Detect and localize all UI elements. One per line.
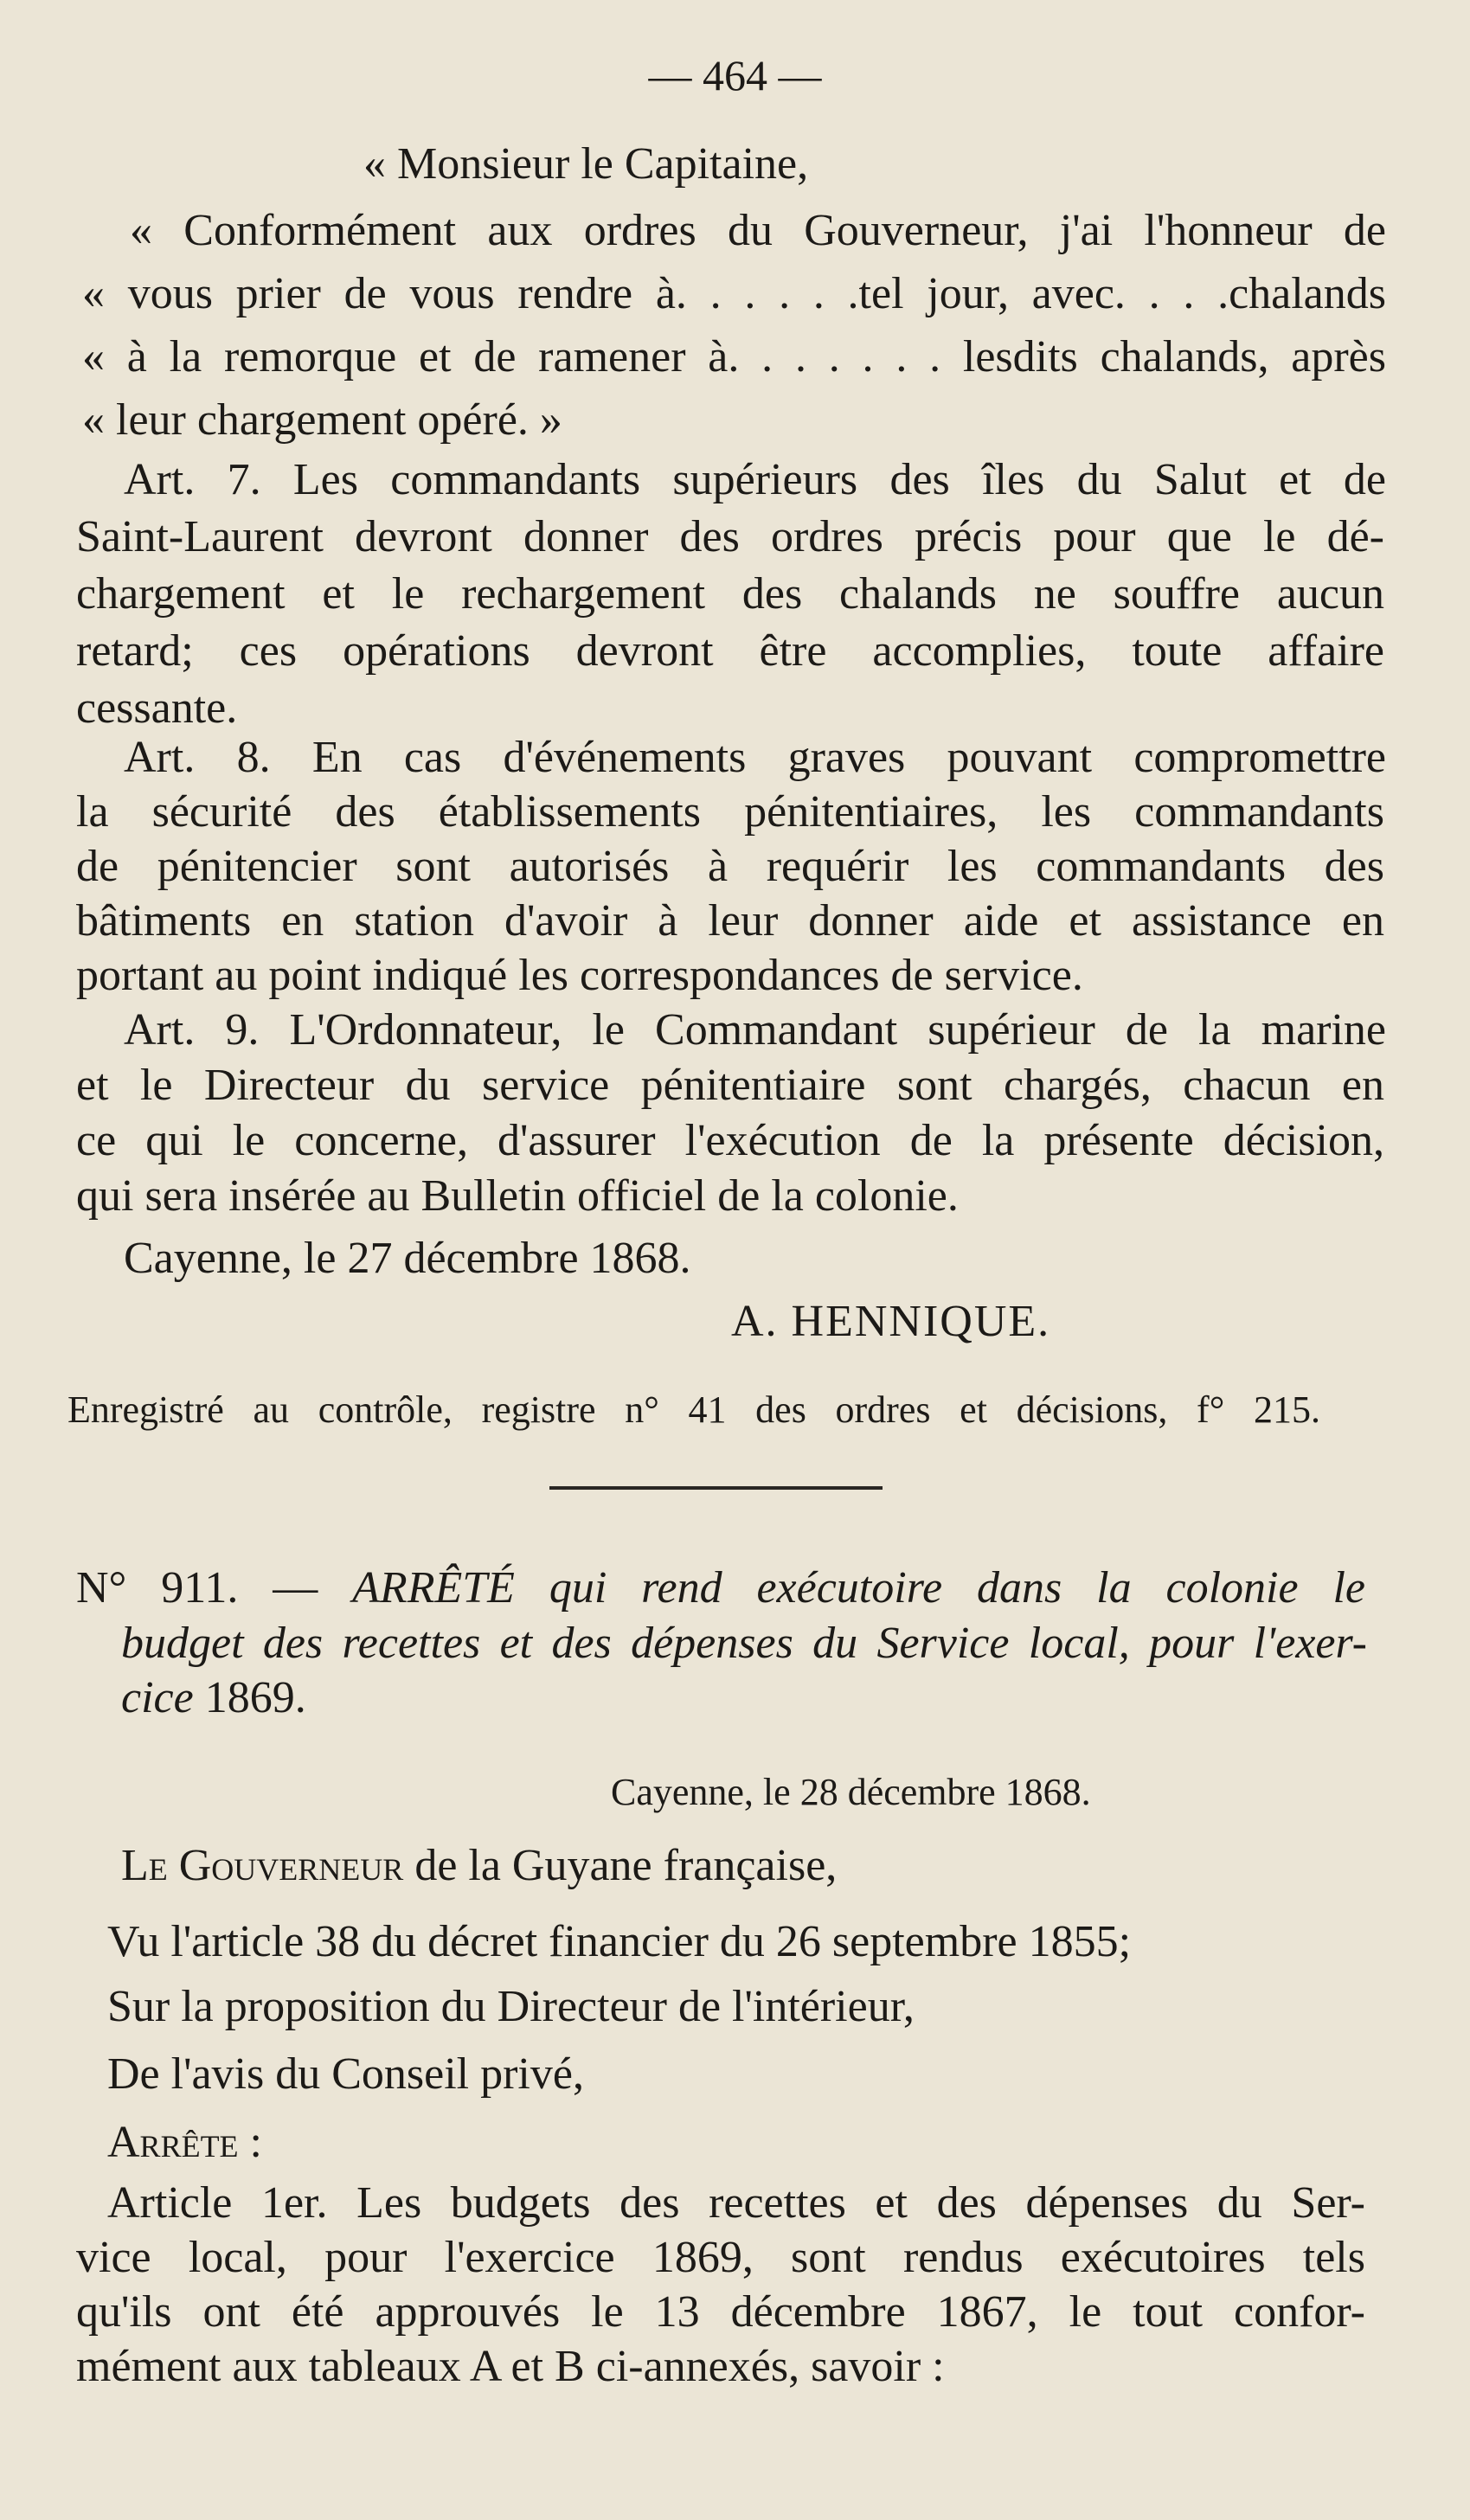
decree-date: Cayenne, le 28 décembre 1868. [611,1771,1091,1813]
article-1-line: vice local, pour l'exercice 1869, sont rendus exécutoires tels [76,2233,1365,2282]
governor-line: Le Gouverneur de la Guyane française, [121,1841,838,1890]
registry-note: Enregistré au contrôle, registre n° 41 des ordres et décisions, f° 215. [67,1388,1320,1431]
article-1-line: qu'ils ont été approuvés le 13 décembre 1867, le tout confor- [76,2287,1365,2337]
decree-number: N° 911. — [76,1563,318,1613]
sur-line: Sur la proposition du Directeur de l'intérieur, [107,1982,915,2031]
arrete-heading: Arrête : [107,2118,262,2167]
decree-title-line-2: budget des recettes et des dépenses du Service local, pour l'exer- [121,1619,1367,1668]
letter-salutation: « Monsieur le Capitaine, [363,139,809,189]
letter-line: « vous prier de vous rendre à. . . . . .tel jour, avec. . . .chalands [82,269,1386,318]
letter-line: « leur chargement opéré. » [82,395,562,445]
signature: A. HENNIQUE. [731,1297,1051,1346]
article-7-line: chargement et le rechargement des chalands ne souffre aucun [76,569,1384,619]
article-1-line: mément aux tableaux A et B ci-annexés, savoir : [76,2342,945,2391]
article-7-line: cessante. [76,683,238,733]
letter-line: « Conformément aux ordres du Gouverneur, j'ai l'honneur de [130,206,1386,255]
section-divider [549,1486,883,1490]
decree-title-line-1 [76,1562,1365,1614]
vu-line: Vu l'article 38 du décret financier du 26 septembre 1855; [107,1917,1132,1966]
avis-line: De l'avis du Conseil privé, [107,2049,584,2099]
date-line: Cayenne, le 27 décembre 1868. [124,1234,691,1283]
article-8-line: la sécurité des établissements pénitentiaires, les commandants [76,787,1384,837]
article-8-line: bâtiments en station d'avoir à leur donner aide et assistance en [76,896,1384,946]
article-7-line: Saint-Laurent devront donner des ordres précis pour que le dé- [76,512,1384,561]
letter-line: « à la remorque et de ramener à. . . . . . . lesdits chalands, après [82,332,1386,382]
article-1-line: Article 1er. Les budgets des recettes et des dépenses du Ser- [107,2178,1365,2228]
article-8-line: portant au point indiqué les correspondances de service. [76,951,1083,1000]
article-9-line: Art. 9. L'Ordonnateur, le Commandant supérieur de la marine [124,1005,1386,1055]
article-9-line: qui sera insérée au Bulletin officiel de la colonie. [76,1171,959,1221]
page-number: — 464 — [648,51,822,99]
decree-title: ARRÊTÉ qui rend exécutoire dans la colonie le [352,1563,1365,1613]
article-9-line: ce qui le concerne, d'assurer l'exécution de la présente décision, [76,1116,1384,1165]
article-7-line: retard; ces opérations devront être accomplies, toute affaire [76,626,1384,676]
article-9-line: et le Directeur du service pénitentiaire sont chargés, chacun en [76,1061,1384,1110]
article-7-line: Art. 7. Les commandants supérieurs des îles du Salut et de [124,455,1386,504]
article-8-line: Art. 8. En cas d'événements graves pouvant compromettre [124,733,1386,782]
article-8-line: de pénitencier sont autorisés à requérir les commandants des [76,842,1384,891]
decree-title-line-3: cice 1869. [121,1673,306,1722]
